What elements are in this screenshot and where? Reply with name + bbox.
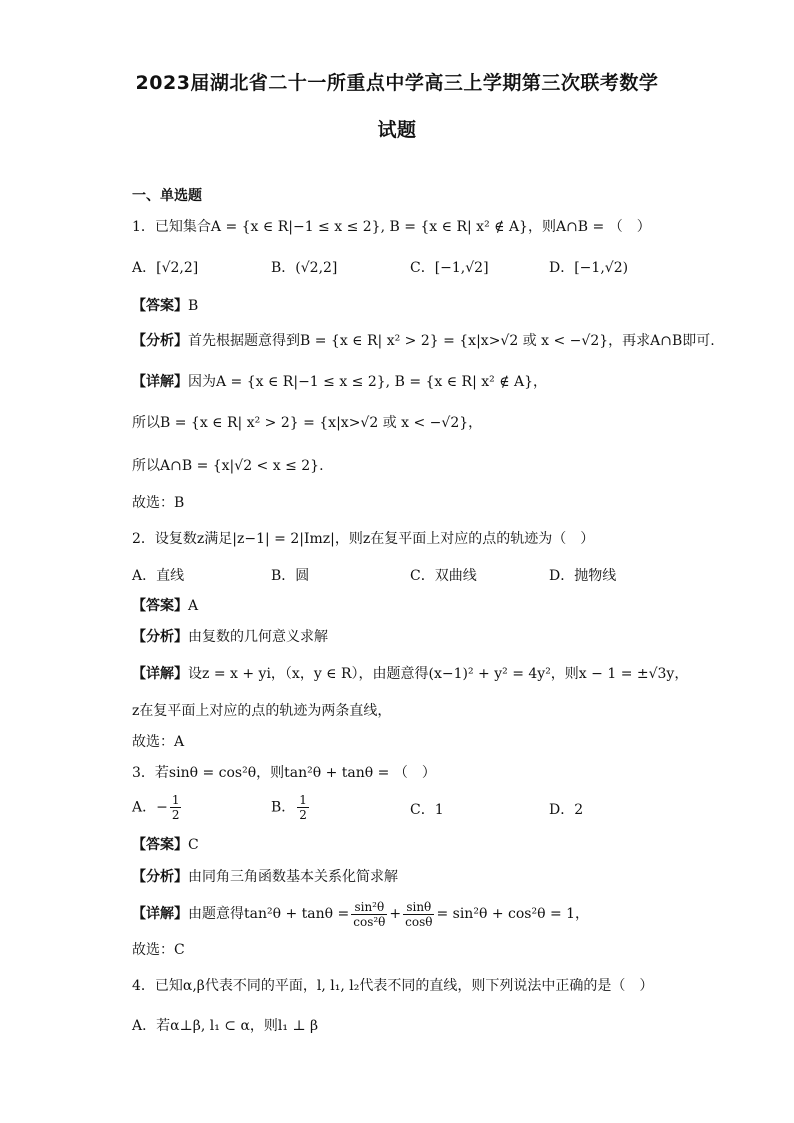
q1-detail-1: 因为A = {x ∈ R|−1 ≤ x ≤ 2}, B = {x ∈ R| x² ∉ A}， bbox=[188, 374, 548, 390]
q2-detail-2: z在复平面上对应的点的轨迹为两条直线， bbox=[132, 703, 392, 719]
q3-choice: 故选：C bbox=[132, 942, 185, 958]
fraction-numerator: sinθ bbox=[403, 900, 434, 915]
q3-option-c: C．1 bbox=[410, 802, 444, 818]
q2-analysis-row bbox=[132, 627, 328, 647]
q3-option-a-prefix: A．− bbox=[132, 799, 168, 816]
q2-choice: 故选：A bbox=[132, 734, 185, 750]
q2-answer: A bbox=[188, 598, 199, 614]
q4-stem: 4．已知α,β代表不同的平面，l, l₁, l₂代表不同的直线，则下列说法中正确的是（ ） bbox=[132, 978, 654, 994]
q1-option-b: B．(√2,2] bbox=[271, 260, 338, 276]
q3-analysis-row bbox=[132, 867, 398, 887]
fraction-denominator: cosθ bbox=[405, 914, 433, 929]
q1-detail-2: 所以B = {x ∈ R| x² > 2} = {x|x>√2 或 x < −√2}， bbox=[132, 415, 483, 431]
q3-detail-plus: + bbox=[389, 906, 402, 922]
q2-answer-row bbox=[132, 596, 198, 616]
q2-detail-1: 设z = x + yi，（x，y ∈ R），由题意得(x−1)² + y² = 4y²，则x − 1 = ±√3y， bbox=[188, 666, 689, 682]
fraction-numerator: 1 bbox=[299, 793, 307, 807]
q1-stem: 1．已知集合A = {x ∈ R|−1 ≤ x ≤ 2}, B = {x ∈ R| x² ∉ A}，则A∩B = （ ） bbox=[132, 219, 651, 235]
q3-detail-fraction-2 bbox=[403, 900, 434, 929]
q1-analysis: 首先根据题意得到B = {x ∈ R| x² > 2} = {x|x>√2 或 x < −√2}，再求A∩B即可. bbox=[188, 333, 715, 349]
q3-option-a bbox=[132, 793, 183, 822]
q3-option-b-fraction bbox=[297, 793, 309, 822]
q4-option-a: A．若α⊥β, l₁ ⊂ α，则l₁ ⊥ β bbox=[132, 1018, 319, 1034]
q3-detail-prefix: 由题意得tan²θ + tanθ = bbox=[188, 906, 350, 922]
section-heading: 一、单选题 bbox=[132, 188, 202, 204]
analysis-tag: 【分析】 bbox=[132, 333, 188, 349]
detail-tag: 【详解】 bbox=[132, 374, 188, 390]
fraction-numerator: sin²θ bbox=[351, 900, 387, 915]
fraction-denominator: 2 bbox=[171, 808, 180, 822]
q2-analysis: 由复数的几何意义求解 bbox=[188, 629, 328, 645]
analysis-tag: 【分析】 bbox=[132, 869, 188, 885]
answer-tag: 【答案】 bbox=[132, 837, 188, 853]
document-title-line1: 2023届湖北省二十一所重点中学高三上学期第三次联考数学 bbox=[135, 72, 659, 94]
fraction-denominator: 2 bbox=[299, 808, 307, 822]
answer-tag: 【答案】 bbox=[132, 298, 188, 314]
answer-tag: 【答案】 bbox=[132, 598, 188, 614]
q1-option-d: D．[−1,√2) bbox=[549, 260, 629, 276]
q3-option-b bbox=[271, 793, 311, 822]
q3-detail-suffix: = sin²θ + cos²θ = 1， bbox=[436, 906, 590, 922]
fraction-denominator: cos²θ bbox=[353, 914, 386, 929]
q3-answer: C bbox=[188, 837, 199, 853]
detail-tag: 【详解】 bbox=[132, 906, 188, 922]
q2-option-b: B．圆 bbox=[271, 568, 310, 584]
q2-detail-row bbox=[132, 664, 688, 684]
q3-option-b-prefix: B． bbox=[271, 799, 296, 816]
analysis-tag: 【分析】 bbox=[132, 629, 188, 645]
q3-stem: 3．若sinθ = cos²θ，则tan²θ + tanθ = （ ） bbox=[132, 765, 436, 781]
q1-option-c: C．[−1,√2] bbox=[410, 260, 489, 276]
q3-option-a-fraction bbox=[170, 793, 182, 822]
fraction-numerator: 1 bbox=[171, 793, 180, 807]
document-title-line2: 试题 bbox=[377, 119, 417, 141]
q3-option-d: D．2 bbox=[549, 802, 584, 818]
detail-tag: 【详解】 bbox=[132, 666, 188, 682]
q3-detail-fraction-1 bbox=[351, 900, 387, 929]
q2-option-a: A．直线 bbox=[132, 568, 185, 584]
q1-analysis-row bbox=[132, 331, 715, 351]
q3-analysis: 由同角三角函数基本关系化简求解 bbox=[188, 869, 398, 885]
q3-detail-row bbox=[132, 896, 589, 932]
q1-answer-row bbox=[132, 296, 198, 316]
q1-detail-row bbox=[132, 372, 547, 392]
q2-stem: 2．设复数z满足|z−1| = 2|Imz|，则z在复平面上对应的点的轨迹为（ ） bbox=[132, 531, 595, 547]
q1-answer: B bbox=[188, 298, 199, 314]
q1-choice: 故选：B bbox=[132, 495, 185, 511]
q1-option-a: A．[√2,2] bbox=[132, 260, 199, 276]
q1-detail-3: 所以A∩B = {x|√2 < x ≤ 2}. bbox=[132, 458, 324, 474]
q3-answer-row bbox=[132, 835, 199, 855]
q2-option-d: D．抛物线 bbox=[549, 568, 617, 584]
q2-option-c: C．双曲线 bbox=[410, 568, 477, 584]
